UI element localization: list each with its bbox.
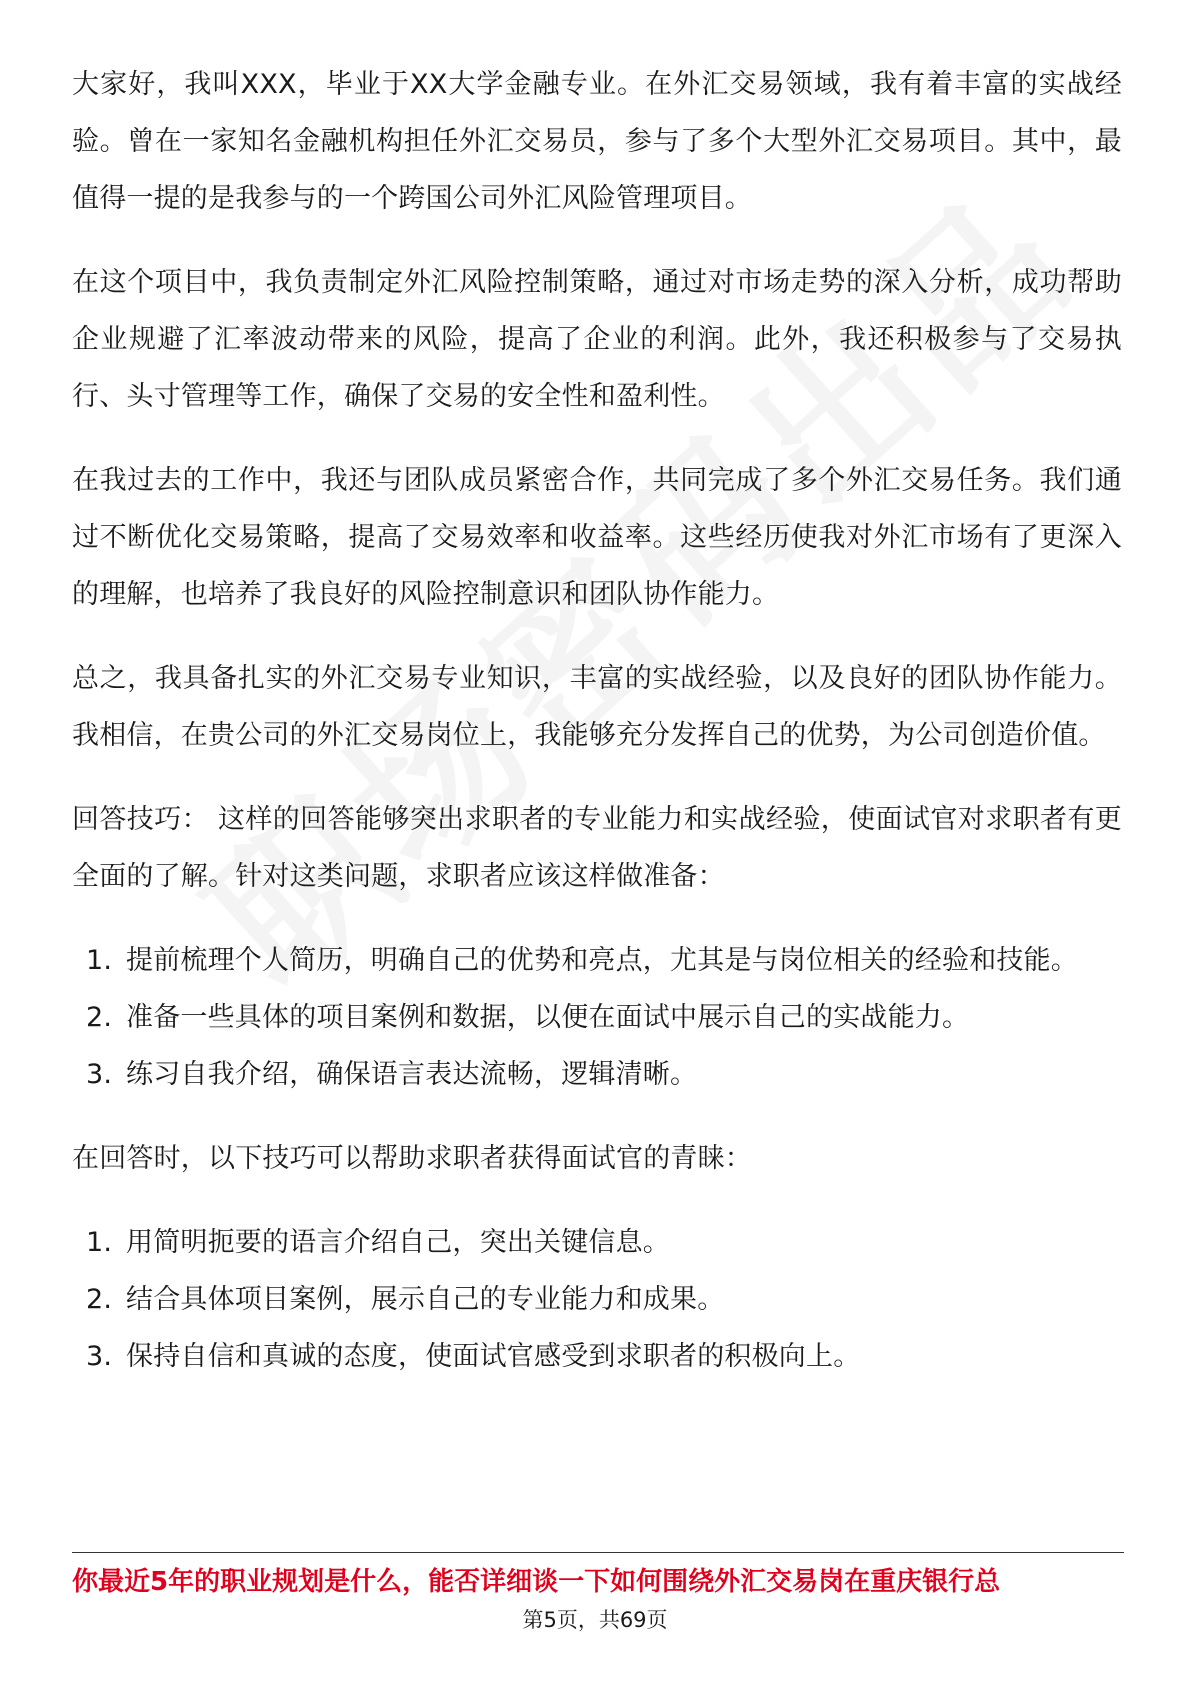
list-item [72,1271,1122,1328]
list-item [72,1046,1122,1103]
list-number: 2. [86,1002,113,1033]
paragraph-teamwork: 在我过去的工作中，我还与团队成员紧密合作，共同完成了多个外汇交易任务。我们通过不断优化交易策略，提高了交易效率和收益率。这些经历使我对外汇市场有了更深入的理解，也培养了我良好的风险控制意识和团队协作能力。 [72,465,1122,610]
answer-list [72,1214,1122,1385]
paragraph-summary: 总之，我具备扎实的外汇交易专业知识，丰富的实战经验，以及良好的团队协作能力。我相信，在贵公司的外汇交易岗位上，我能够充分发挥自己的优势，为公司创造价值。 [72,663,1122,751]
paragraph-answer-intro: 在回答时，以下技巧可以帮助求职者获得面试官的青睐： [72,1143,752,1174]
list-text: 结合具体项目案例，展示自己的专业能力和成果。 [126,1284,725,1315]
page-number: 第5页，共69页 [522,1608,668,1632]
list-item [72,1214,1122,1271]
list-number: 3. [86,1341,113,1372]
list-text: 练习自我介绍，确保语言表达流畅，逻辑清晰。 [126,1059,698,1090]
list-text: 准备一些具体的项目案例和数据，以便在面试中展示自己的实战能力。 [126,1002,970,1033]
paragraph-project: 在这个项目中，我负责制定外汇风险控制策略，通过对市场走势的深入分析，成功帮助企业规避了汇率波动带来的风险，提高了企业的利润。此外，我还积极参与了交易执行、头寸管理等工作，确保了交易的安全性和盈利性。 [72,267,1122,412]
list-number: 1. [86,1227,113,1258]
list-number: 2. [86,1284,113,1315]
list-text: 用简明扼要的语言介绍自己，突出关键信息。 [126,1227,670,1258]
prep-list [72,932,1122,1103]
list-text: 提前梳理个人简历，明确自己的优势和亮点，尤其是与岗位相关的经验和技能。 [126,945,1078,976]
list-number: 3. [86,1059,113,1090]
next-question-heading: 你最近5年的职业规划是什么，能否详细谈一下如何围绕外汇交易岗在重庆银行总 [72,1567,1001,1597]
document-body [72,56,1122,1412]
list-item [72,989,1122,1046]
paragraph-tips-intro: 回答技巧： 这样的回答能够突出求职者的专业能力和实战经验，使面试官对求职者有更全面的了解。针对这类问题，求职者应该这样做准备： [72,804,1122,892]
list-number: 1. [86,945,113,976]
list-item [72,932,1122,989]
paragraph-intro: 大家好，我叫XXX，毕业于XX大学金融专业。在外汇交易领域，我有着丰富的实战经验。曾在一家知名金融机构担任外汇交易员，参与了多个大型外汇交易项目。其中，最值得一提的是我参与的一个跨国公司外汇风险管理项目。 [72,69,1122,214]
list-item [72,1328,1122,1385]
footer-divider [72,1552,1124,1553]
list-text: 保持自信和真诚的态度，使面试官感受到求职者的积极向上。 [126,1341,861,1372]
